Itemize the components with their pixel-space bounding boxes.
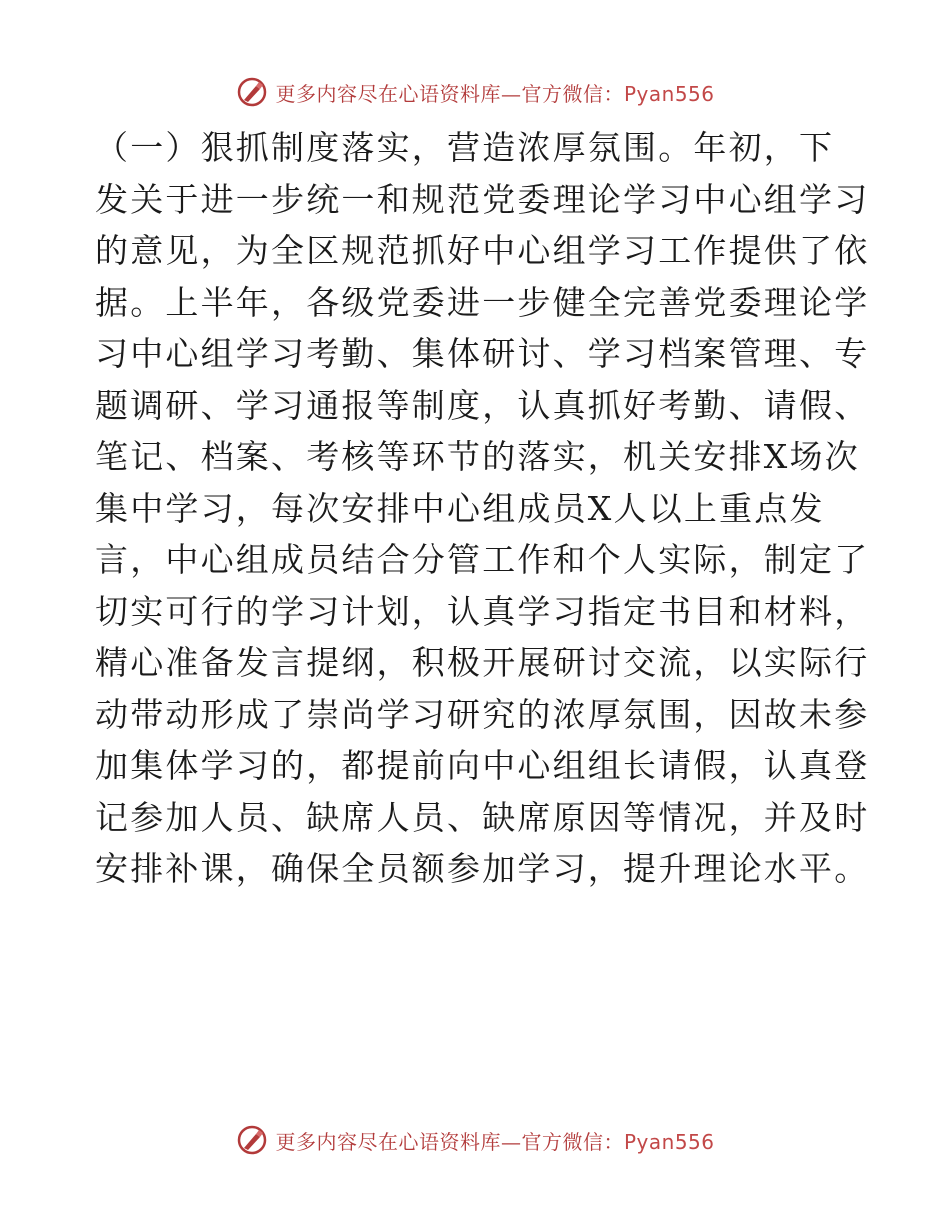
paragraph-line: 动带动形成了崇尚学习研究的浓厚氛围，因故未参: [95, 694, 870, 734]
footer-wechat-id: Pyan556: [623, 1129, 715, 1154]
paragraph-line: 题调研、学习通报等制度，认真抓好考勤、请假、: [95, 385, 870, 425]
paragraph-line: 笔记、档案、考核等环节的落实，机关安排X场次: [95, 437, 860, 476]
paragraph-line: 安排补课，确保全员额参加学习，提升理论水平。: [95, 849, 870, 888]
paragraph-line: （一）狠抓制度落实，营造浓厚氛围。年初，下: [95, 128, 835, 167]
header-watermark: [0, 72, 950, 112]
paragraph-line: 习中心组学习考勤、集体研讨、学习档案管理、专: [95, 334, 870, 373]
paragraph-line: 记参加人员、缺席人员、缺席原因等情况，并及时: [95, 797, 870, 837]
header-watermark-text: 更多内容尽在心语资料库—官方微信：Pyan556: [275, 81, 715, 106]
footer-watermark: [0, 1120, 950, 1160]
pen-logo-icon: [235, 75, 269, 109]
paragraph-line: 言，中心组成员结合分管工作和个人实际，制定了: [95, 540, 870, 579]
header-wechat-id: Pyan556: [623, 81, 715, 106]
pen-logo-icon: [235, 1123, 269, 1157]
paragraph-line: 集中学习，每次安排中心组成员X人以上重点发: [95, 488, 825, 528]
paragraph-line: 的意见，为全区规范抓好中心组学习工作提供了依: [95, 231, 870, 270]
paragraph-line: 据。上半年，各级党委进一步健全完善党委理论学: [95, 282, 870, 322]
paragraph-line: 发关于进一步统一和规范党委理论学习中心组学习: [95, 179, 870, 219]
footer-watermark-text: 更多内容尽在心语资料库—官方微信：Pyan556: [275, 1129, 715, 1154]
paragraph-line: 精心准备发言提纲，积极开展研讨交流，以实际行: [95, 643, 870, 682]
paragraph-line: 加集体学习的，都提前向中心组组长请假，认真登: [95, 746, 870, 785]
document-body: [95, 122, 870, 895]
paragraph-line: 切实可行的学习计划，认真学习指定书目和材料，: [95, 591, 870, 631]
